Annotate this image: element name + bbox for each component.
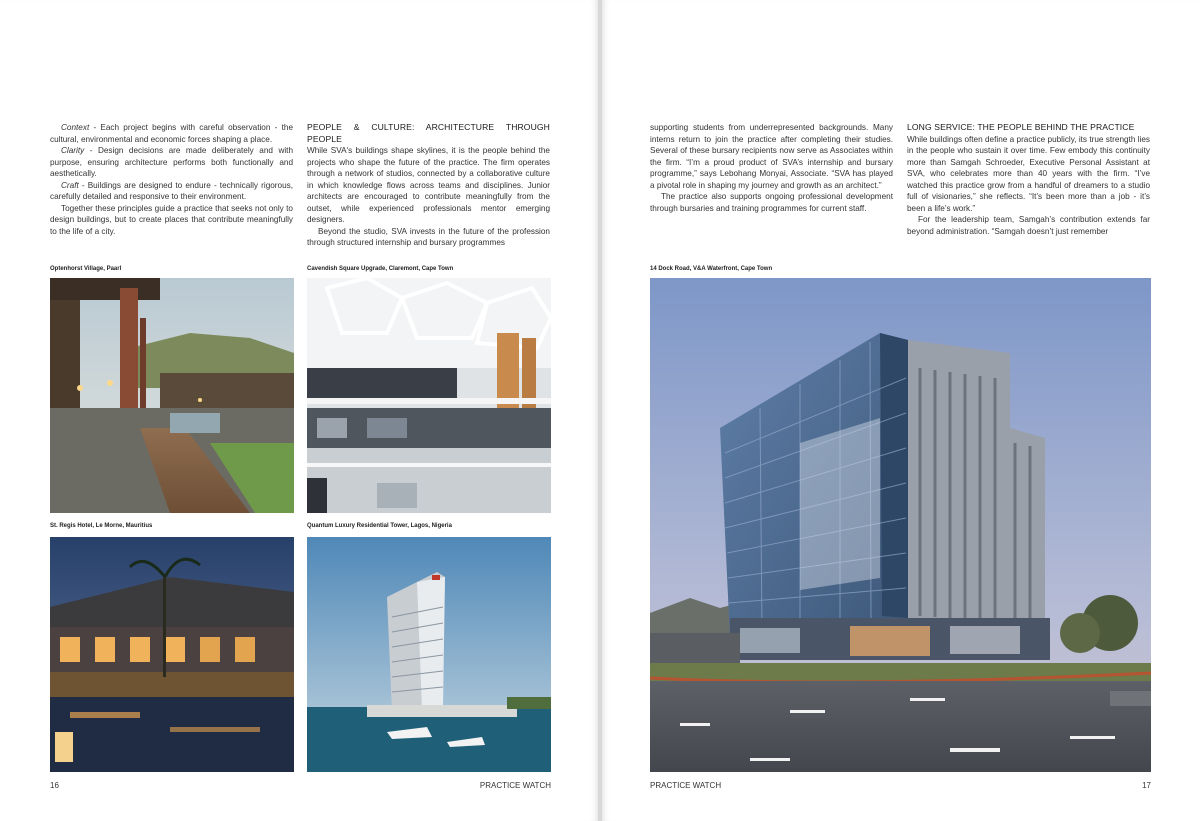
heading-people-culture: PEOPLE & CULTURE: ARCHITECTURE THROUGH PEOPLE: [307, 122, 550, 144]
page-number-left: 16: [50, 781, 59, 790]
photo-14-dock-road: [650, 278, 1151, 772]
text-column-principles: [50, 122, 293, 237]
paragraph-craft-text: - Buildings are designed to endure - technically rigorous, carefully detailed and responsive to their environment.: [50, 180, 293, 201]
paragraph-people-1: While SVA's buildings shape skylines, it is the people behind the projects who shape the future of the practice. The firm operates through a network of studios, connected by a collaborative culture in which knowledge flows across teams and disciplines. Junior architects are encouraged to contribute meaningfully from the outset, while experienced professionals mentor emerging designers.: [307, 146, 550, 224]
running-footer-left: PRACTICE WATCH: [479, 781, 551, 790]
paragraph-bursaries-1: supporting students from underrepresented backgrounds. Many interns return to join the practice after completing their studies. Several of these bursary recipients now serve as Associates within the firm. “I’m a proud product of SVA’s internship and bursary programme,” says Lebohang Monyai, Associate. “SVA has played a pivotal role in shaping my journey and growth as an architect.”: [650, 123, 893, 190]
term-context: Context: [61, 123, 90, 132]
photo-st-regis-hotel: [50, 537, 294, 772]
text-column-long-service: [907, 122, 1150, 237]
caption-cavendish: Cavendish Square Upgrade, Claremont, Cape Town: [307, 266, 454, 272]
term-craft: Craft: [61, 180, 79, 190]
right-page: [602, 0, 1200, 821]
photo-quantum-tower: [307, 537, 551, 772]
caption-dock-road: 14 Dock Road, V&A Waterfront, Cape Town: [650, 266, 773, 272]
photo-optenhorst-village: [50, 278, 294, 513]
paragraph-clarity-text: - Design decisions are made deliberately and with purpose, ensuring architecture performs both functionally and aesthetically.: [50, 146, 293, 178]
running-footer-right: PRACTICE WATCH: [650, 781, 722, 790]
paragraph-clarity: [50, 145, 293, 180]
paragraph-craft: [50, 180, 293, 203]
paragraph-context-text: - Each project begins with careful observation - the cultural, environmental and economic forces shaping a place.: [50, 123, 293, 144]
left-page: [0, 0, 598, 821]
text-column-people-culture: [307, 122, 550, 249]
text-column-bursaries: [650, 122, 893, 214]
paragraph-people-2: Beyond the studio, SVA invests in the future of the profession through structured internship and bursary programmes: [307, 226, 550, 247]
caption-st-regis: St. Regis Hotel, Le Morne, Mauritius: [50, 523, 153, 529]
page-number-right: 17: [1142, 781, 1151, 790]
caption-quantum: Quantum Luxury Residential Tower, Lagos, Nigeria: [307, 523, 452, 529]
paragraph-long-service-2: For the leadership team, Samgah’s contribution extends far beyond administration. “Samgah doesn’t just remember: [907, 215, 1150, 236]
photo-cavendish-square: [307, 278, 551, 513]
caption-optenhorst: Optenhorst Village, Paarl: [50, 266, 122, 272]
term-clarity: Clarity: [61, 146, 85, 155]
paragraph-together: Together these principles guide a practice that seeks not only to design buildings, but to create places that contribute meaningfully to the life of a city.: [50, 203, 293, 236]
heading-long-service: LONG SERVICE: THE PEOPLE BEHIND THE PRACTICE: [907, 122, 1135, 132]
paragraph-bursaries-2: The practice also supports ongoing professional development through bursaries and training programmes for current staff.: [650, 192, 893, 213]
paragraph-context: [50, 122, 293, 145]
paragraph-long-service-1: While buildings often define a practice publicly, its true strength lies in the people who sustain it over time. Few embody this continuity more than Samgah Schroeder, Executive Personal Assistant at SVA, who celebrates more than 40 years with the firm. “I’ve watched this practice grow from a handful of dreamers to a studio full of visionaries,” she reflects. “It’s been more than a job - it’s been a life’s work.”: [907, 134, 1150, 213]
